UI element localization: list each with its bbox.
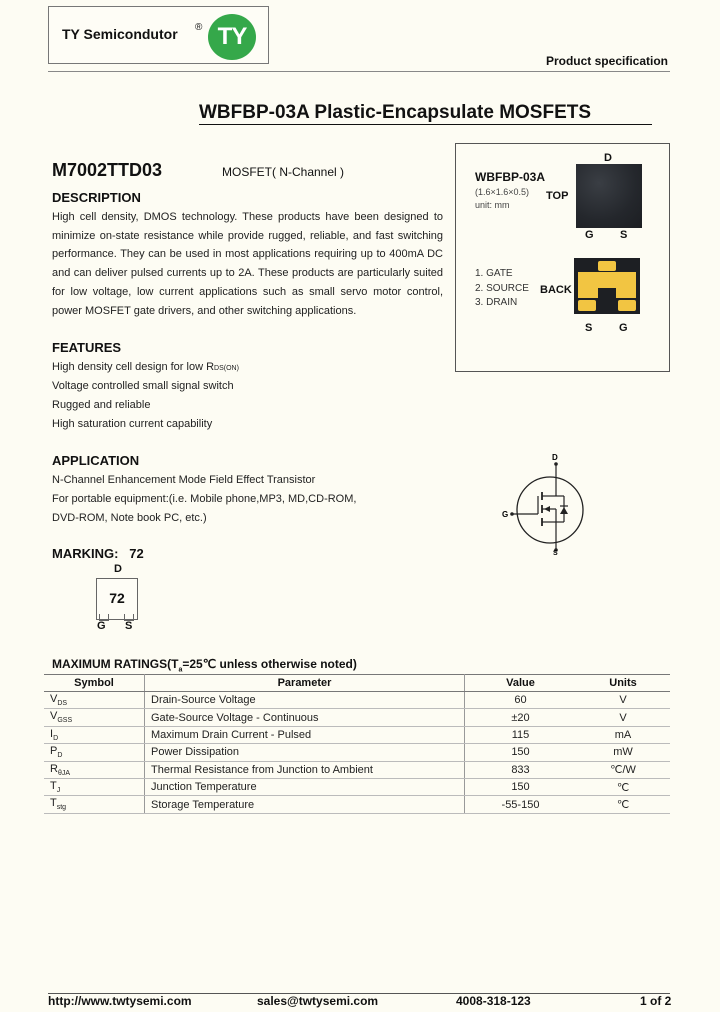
symbol-s-label: S — [553, 550, 558, 556]
pin-g-label: G — [585, 229, 594, 241]
table-cell: V — [576, 709, 670, 726]
part-type: MOSFET( N-Channel ) — [222, 165, 345, 179]
package-top-label: TOP — [546, 190, 569, 202]
table-cell: ±20 — [465, 709, 577, 726]
table-cell: V — [576, 692, 670, 709]
marking-value: 72 — [129, 546, 144, 561]
table-row — [44, 692, 670, 709]
table-cell: $V_{GSS}$ — [44, 709, 145, 726]
package-dimensions: (1.6×1.6×0.5) — [475, 187, 530, 197]
table-row — [44, 778, 670, 795]
feature-item: High density cell design for low RDS(ON) — [52, 361, 239, 373]
package-back-label: BACK — [540, 284, 572, 296]
part-number: M7002TTD03 — [52, 160, 163, 180]
table-cell: ℃/W — [576, 761, 670, 778]
package-unit: unit: mm — [475, 200, 510, 210]
table-row — [44, 796, 670, 813]
col-parameter: Parameter — [145, 675, 465, 692]
pin-s-label: S — [620, 229, 628, 241]
table-cell: 115 — [465, 726, 577, 743]
col-units: Units — [576, 675, 670, 692]
table-row — [44, 726, 670, 743]
table-cell: Maximum Drain Current - Pulsed — [145, 726, 465, 743]
table-cell: Thermal Resistance from Junction to Ambient — [145, 761, 465, 778]
col-value: Value — [465, 675, 577, 692]
marking-pin-s: S — [125, 620, 133, 632]
table-cell: mA — [576, 726, 670, 743]
features-list — [52, 358, 239, 434]
rds-subscript: DS(ON) — [214, 365, 239, 372]
symbol-d-label: D — [552, 453, 558, 462]
footer-url[interactable]: http://www.twtysemi.com — [48, 994, 192, 1008]
product-spec-label: Product specification — [545, 54, 668, 68]
table-cell: mW — [576, 744, 670, 761]
table-cell: Storage Temperature — [145, 796, 465, 813]
pin-item: 3. DRAIN — [475, 297, 518, 308]
table-row — [44, 709, 670, 726]
table-cell: $T_{stg}$ — [44, 796, 145, 813]
table-row — [44, 761, 670, 778]
application-line: N-Channel Enhancement Mode Field Effect Transistor — [52, 474, 316, 486]
table-cell: $V_{DS}$ — [44, 692, 145, 709]
table-cell: $I_D$ — [44, 726, 145, 743]
title-underline — [199, 124, 652, 125]
table-cell: 833 — [465, 761, 577, 778]
features-heading: FEATURES — [52, 340, 122, 355]
pin-s-label-back: S — [585, 322, 593, 334]
col-symbol: Symbol — [44, 675, 145, 692]
logo-icon: TY — [208, 14, 256, 60]
marking-pin-g: G — [97, 620, 106, 632]
table-cell: Drain-Source Voltage — [145, 692, 465, 709]
registered-mark: ® — [195, 22, 203, 33]
footer-phone: 4008-318-123 — [456, 994, 531, 1008]
pin-d-label: D — [604, 152, 612, 164]
chip-back-pads — [574, 258, 640, 314]
table-row — [44, 744, 670, 761]
application-heading: APPLICATION — [52, 453, 140, 468]
table-cell: $T_J$ — [44, 778, 145, 795]
chip-back-image — [574, 258, 640, 314]
footer-page: 1 of 2 — [640, 994, 672, 1008]
marking-code: 72 — [109, 590, 125, 606]
description-heading: DESCRIPTION — [52, 190, 141, 205]
ratings-title: MAXIMUM $RATINGS(T_a=25℃$ unless otherwise noted) — [52, 657, 357, 674]
pin-item: 2. SOURCE — [475, 282, 529, 294]
marking-heading: MARKING: 72 — [52, 546, 144, 561]
table-cell: ℃ — [576, 796, 670, 813]
pin-g-label-back: G — [619, 322, 628, 334]
application-line: For portable equipment:(i.e. Mobile phone,MP3, MD,CD-ROM, — [52, 493, 357, 505]
application-list — [52, 471, 356, 528]
table-cell: 150 — [465, 778, 577, 795]
feature-item: High saturation current capability — [52, 418, 213, 430]
package-name: WBFBP-03A — [475, 170, 546, 184]
table-header-row — [44, 675, 670, 692]
table-cell: $P_D$ — [44, 744, 145, 761]
description-text: High cell density, DMOS technology. These products have been designed to minimize on-state resistance while provide rugged, reliable, and fast switching performance. They can be used in most applications requiring up to 400mA DC and can deliver pulsed currents up to 2A. These products are particularly suited for low voltage, low current applications such as small servo motor control, power MOSFET gate drivers, and other switching applications. — [52, 211, 443, 317]
company-name: TY Semicondutor — [62, 26, 178, 42]
table-cell: 60 — [465, 692, 577, 709]
header-divider — [48, 71, 670, 72]
table-cell: -55-150 — [465, 796, 577, 813]
marking-pin-d: D — [114, 563, 122, 575]
footer-email[interactable]: sales@twtysemi.com — [257, 994, 379, 1008]
table-cell: Power Dissipation — [145, 744, 465, 761]
table-cell: 150 — [465, 744, 577, 761]
feature-item: Voltage controlled small signal switch — [52, 380, 234, 392]
table-cell: ℃ — [576, 778, 670, 795]
symbol-g-label: G — [502, 510, 509, 519]
pin-item: 1. GATE — [475, 268, 513, 279]
application-line: DVD-ROM, Note book PC, etc.) — [52, 512, 207, 524]
mosfet-symbol — [498, 452, 598, 556]
pin-list — [475, 267, 529, 311]
document-title: WBFBP-03A Plastic-Encapsulate MOSFETS — [199, 102, 592, 123]
table-cell: Junction Temperature — [145, 778, 465, 795]
chip-top-image — [576, 164, 642, 228]
ratings-table — [44, 674, 670, 814]
table-cell: $R_{\theta JA}$ — [44, 761, 145, 778]
table-cell: Gate-Source Voltage - Continuous — [145, 709, 465, 726]
feature-item: Rugged and reliable — [52, 399, 151, 411]
